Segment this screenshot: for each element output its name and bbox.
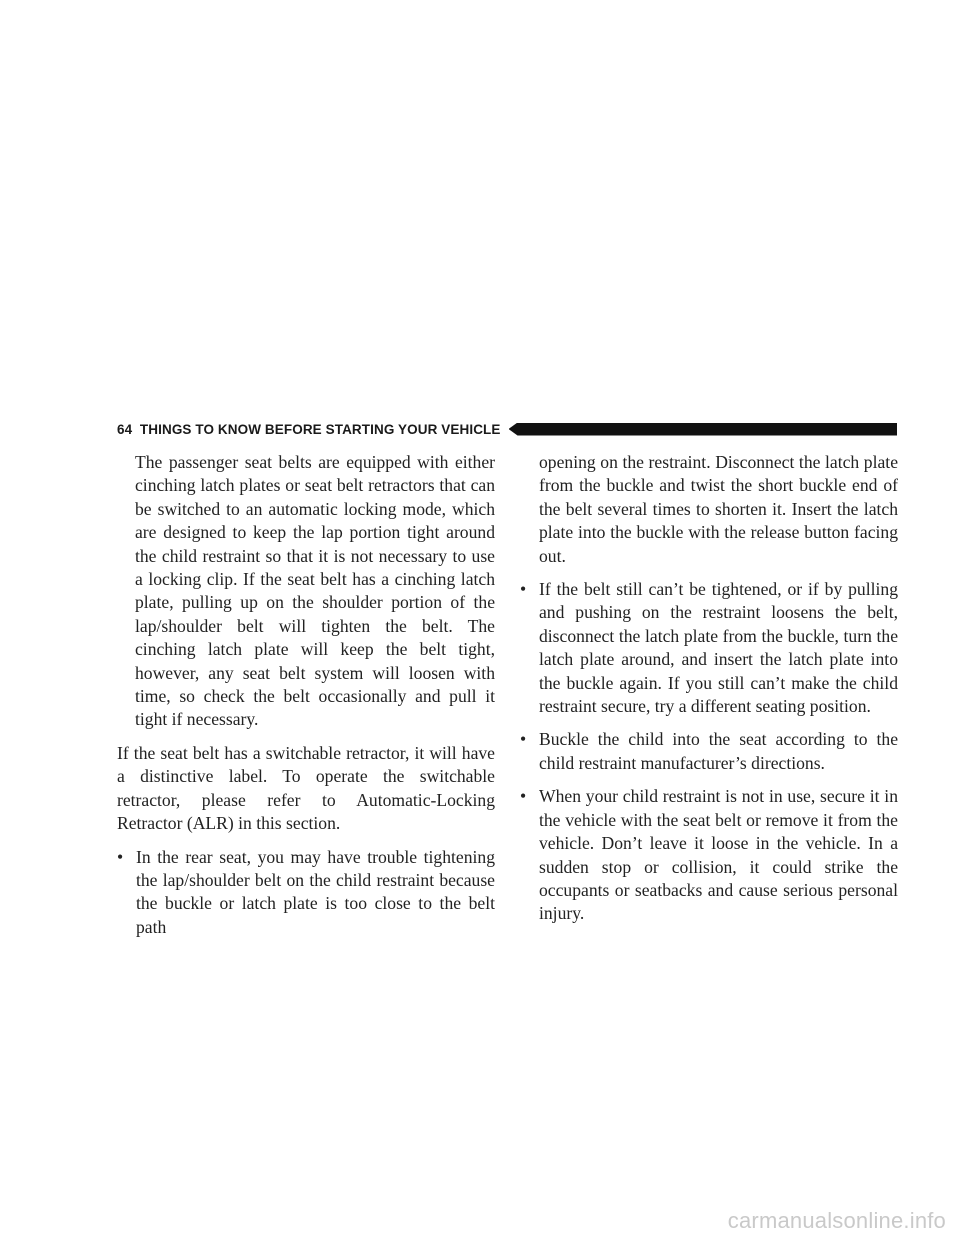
bullet-item-not-in-use [520,785,898,925]
page-number: 64 [117,421,133,437]
section-title: THINGS TO KNOW BEFORE STARTING YOUR VEHICLE [139,421,501,437]
bullet-icon: • [117,846,124,867]
paragraph-switchable-retractor: If the seat belt has a switchable retractor, it will have a distinctive label. To operate the switchable retractor, please refer to Automatic-Locking Retractor (ALR) in this section. [117,742,495,834]
bullet-text: If the belt still can’t be tightened, or if by pulling and pushing on the restraint loosens the belt, disconnect the latch plate from the buckle, turn the latch plate around, and insert the latch plate into the buckle again. If you still can’t make the child restraint secure, try a different seating position. [539,579,898,717]
bullet-text: In the rear seat, you may have trouble tightening the lap/shoulder belt on the child restraint because the buckle or latch plate is too close to the belt path [136,846,495,937]
header-text [117,422,501,437]
right-column [520,451,898,926]
bullet-text: When your child restraint is not in use, secure it in the vehicle with the seat belt or remove it from the vehicle. Don’t leave it loose in the vehicle. In a sudden stop or collision, it could strike the occupants or seatbacks and cause serious personal injury. [539,786,898,924]
watermark: carmanualsonline.info [727,1208,946,1233]
bullet-icon: • [520,786,527,807]
bullet-item-belt-loosens [520,578,898,718]
bullet-icon: • [520,579,527,600]
bullet-item-rear-seat [117,846,495,940]
bullet-continuation: opening on the restraint. Disconnect the latch plate from the buckle and twist the short buckle end of the belt several times to shorten it. Insert the latch plate into the buckle with the release button facing out. [539,452,898,566]
header-rule [509,423,898,436]
left-column [117,451,495,939]
bullet-item-buckle-child [520,728,898,775]
page-header [117,419,897,439]
bullet-icon: • [520,729,527,750]
paragraph-passenger-belts: The passenger seat belts are equipped with either cinching latch plates or seat belt retractors that can be switched to an automatic locking mode, which are designed to keep the lap portion tight around the child restraint so that it is not necessary to use a locking clip. If the seat belt has a cinching latch plate, pulling up on the shoulder portion of the lap/shoulder belt will tighten the belt. The cinching latch plate will keep the belt tight, however, any seat belt system will loosen with time, so check the belt occasionally and pull it tight if necessary. [135,452,495,730]
bullet-text: Buckle the child into the seat according to the child restraint manufacturer’s directions. [539,729,898,773]
